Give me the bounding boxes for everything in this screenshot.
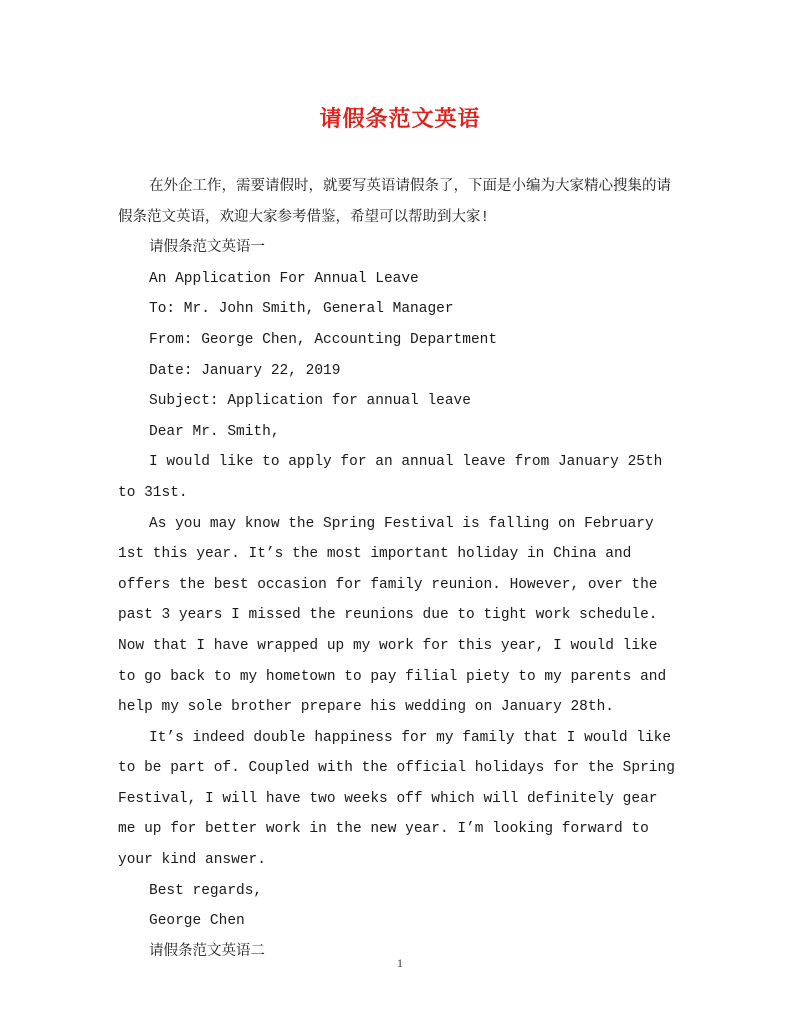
intro-paragraph: 在外企工作，需要请假时，就要写英语请假条了，下面是小编为大家精心搜集的请假条范文英语，欢迎大家参考借鉴，希望可以帮助到大家! bbox=[118, 179, 671, 226]
section-heading-2: 请假条范文英语二 bbox=[149, 943, 265, 960]
letter-paragraph-3: It’s indeed double happiness for my family that I would like to be part of. Coupled with the official holidays for the Spring Festival, I will have two weeks off which will definitely gear me up for better work in the new year. I’m looking forward to your kind answer. bbox=[118, 729, 675, 869]
letter-subject: Subject: Application for annual leave bbox=[149, 393, 471, 410]
letter-signature: George Chen bbox=[149, 913, 245, 930]
letter-paragraph-1: I would like to apply for an annual leave from January 25th to 31st. bbox=[118, 454, 663, 501]
page-number: 1 bbox=[397, 956, 403, 970]
document-title: 请假条范文英语 bbox=[319, 106, 481, 132]
letter-from: From: George Chen, Accounting Department bbox=[149, 331, 498, 348]
letter-paragraph-2: As you may know the Spring Festival is falling on February 1st this year. It’s the most important holiday in China and offers the best occasion for family reunion. However, over the past 3 years I missed the reunions due to tight work schedule. Now that I have wrapped up my work for this year, I would like to go back to my hometown to pay filial piety to my parents and help my sole brother prepare his wedding on January 28th. bbox=[118, 515, 667, 716]
letter-closing: Best regards, bbox=[149, 882, 263, 899]
letter-salutation: Dear Mr. Smith, bbox=[149, 423, 280, 440]
letter-to: To: Mr. John Smith, General Manager bbox=[149, 301, 454, 318]
section-heading-1: 请假条范文英语一 bbox=[149, 240, 265, 257]
document-body bbox=[118, 172, 682, 967]
letter-date: Date: January 22, 2019 bbox=[149, 362, 341, 379]
letter-title: An Application For Annual Leave bbox=[149, 270, 419, 287]
